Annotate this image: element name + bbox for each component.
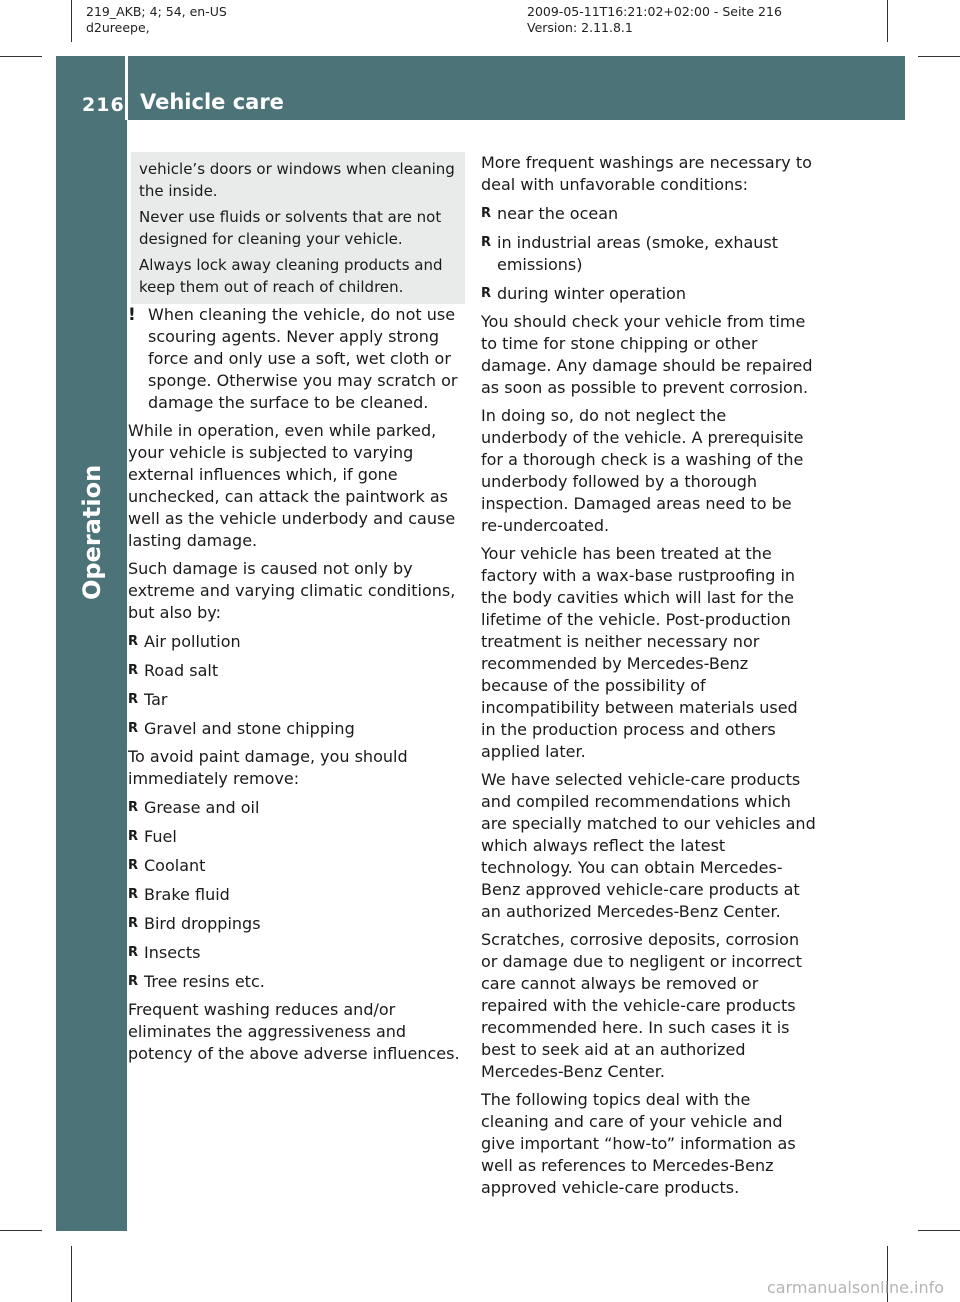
list-item bbox=[481, 283, 816, 305]
warning-text: When cleaning the vehicle, do not use scouring agents. Never apply strong force and only use a soft, wet cloth or sponge. Otherwise you may scratch or damage the surface to be cleaned. bbox=[148, 305, 458, 412]
list-item-text: Fuel bbox=[144, 827, 177, 846]
crop-mark bbox=[918, 1230, 960, 1231]
print-meta-right bbox=[527, 4, 782, 36]
note-text: vehicle’s doors or windows when cleaning the inside. bbox=[139, 160, 455, 200]
note-box bbox=[131, 152, 465, 304]
paragraph: You should check your vehicle from time to time for stone chipping or other damage. Any damage should be repaired as soon as possible to prevent corrosion. bbox=[481, 312, 813, 397]
crop-mark bbox=[887, 0, 888, 42]
bullet-icon: R bbox=[128, 800, 139, 815]
note-text: Never use fluids or solvents that are not designed for cleaning your vehicle. bbox=[139, 208, 442, 248]
paragraph: In doing so, do not neglect the underbody of the vehicle. A prerequisite for a thorough check is a washing of the underbody followed by a thorough inspection. Damaged areas need to be re-undercoated. bbox=[481, 406, 804, 535]
paragraph: While in operation, even while parked, your vehicle is subjected to varying external influences which, if gone unchecked, can attack the paintwork as well as the vehicle underbody and cause lasting damage. bbox=[128, 421, 456, 550]
list-item-text: Insects bbox=[144, 943, 201, 962]
paragraph: More frequent washings are necessary to deal with unfavorable conditions: bbox=[481, 153, 812, 194]
right-column bbox=[481, 152, 816, 1199]
list-item-text: Gravel and stone chipping bbox=[144, 719, 355, 738]
bullet-icon: R bbox=[481, 235, 492, 250]
crop-mark bbox=[0, 1230, 42, 1231]
bullet-icon: R bbox=[128, 663, 139, 678]
bullet-icon: R bbox=[128, 858, 139, 873]
list-item bbox=[128, 913, 463, 935]
list-item bbox=[128, 884, 463, 906]
bullet-icon: R bbox=[128, 829, 139, 844]
bullet-icon: R bbox=[128, 634, 139, 649]
side-tab-label-wrap bbox=[72, 464, 112, 606]
side-tab-label: Operation bbox=[78, 464, 106, 600]
note-text: Always lock away cleaning products and keep them out of reach of children. bbox=[139, 256, 443, 296]
bullet-icon: R bbox=[128, 974, 139, 989]
list-item bbox=[128, 631, 463, 653]
warning-note bbox=[128, 304, 463, 414]
list-item bbox=[481, 203, 816, 225]
paragraph: Your vehicle has been treated at the factory with a wax-base rustproofing in the body cavities which will last for the lifetime of the vehicle. Post-production treatment is neither necessary nor recommended by Mercedes-Benz because of the possibility of incompatibility between materials used in the production process and others applied later. bbox=[481, 544, 798, 761]
list-item bbox=[128, 855, 463, 877]
paragraph: We have selected vehicle-care products and compiled recommendations which are specially matched to our vehicles and which always reflect the latest technology. You can obtain Mercedes-Benz approved vehicle-care products at an authorized Mercedes-Benz Center. bbox=[481, 770, 816, 921]
meta-right-line1: 2009-05-11T16:21:02+02:00 - Seite 216 bbox=[527, 4, 782, 19]
crop-mark bbox=[71, 1246, 72, 1302]
print-meta-left bbox=[86, 4, 227, 36]
list-item bbox=[128, 942, 463, 964]
paragraph: Frequent washing reduces and/or eliminates the aggressiveness and potency of the above adverse influences. bbox=[128, 1000, 460, 1063]
crop-mark bbox=[0, 56, 42, 57]
header-divider bbox=[125, 56, 128, 120]
list-item-text: Bird droppings bbox=[144, 914, 261, 933]
bullet-icon: R bbox=[128, 916, 139, 931]
list-item bbox=[128, 797, 463, 819]
page-number: 216 bbox=[82, 94, 125, 116]
section-title: Vehicle care bbox=[140, 90, 284, 114]
list-item-text: during winter operation bbox=[497, 284, 686, 303]
bullet-icon: R bbox=[128, 945, 139, 960]
bullet-icon: R bbox=[128, 887, 139, 902]
list-item bbox=[481, 232, 816, 276]
meta-left-line2: d2ureepe, bbox=[86, 20, 150, 35]
list-item bbox=[128, 826, 463, 848]
list-item bbox=[128, 689, 463, 711]
meta-right-line2: Version: 2.11.8.1 bbox=[527, 20, 633, 35]
paragraph: To avoid paint damage, you should immediately remove: bbox=[128, 747, 408, 788]
list-item bbox=[128, 660, 463, 682]
paragraph: The following topics deal with the cleaning and care of your vehicle and give important “how-to” information as well as references to Mercedes-Benz approved vehicle-care products. bbox=[481, 1090, 796, 1197]
paragraph: Scratches, corrosive deposits, corrosion or damage due to negligent or incorrect care cannot always be removed or repaired with the vehicle-care products recommended here. In such cases it is best to seek aid at an authorized Mercedes-Benz Center. bbox=[481, 930, 802, 1081]
side-tab bbox=[56, 120, 127, 1231]
paragraph: Such damage is caused not only by extreme and varying climatic conditions, but also by: bbox=[128, 559, 456, 622]
warning-icon: ! bbox=[128, 305, 136, 325]
bullet-icon: R bbox=[128, 692, 139, 707]
bullet-icon: R bbox=[481, 286, 492, 301]
left-column bbox=[128, 152, 463, 1065]
watermark: carmanualsonline.info bbox=[767, 1278, 945, 1297]
list-item-text: Tree resins etc. bbox=[144, 972, 265, 991]
list-item-text: Brake fluid bbox=[144, 885, 230, 904]
list-item-text: near the ocean bbox=[497, 204, 619, 223]
meta-left-line1: 219_AKB; 4; 54, en-US bbox=[86, 4, 227, 19]
list-item-text: Grease and oil bbox=[144, 798, 260, 817]
list-item-text: Coolant bbox=[144, 856, 206, 875]
list-item bbox=[128, 971, 463, 993]
crop-mark bbox=[71, 0, 72, 42]
crop-mark bbox=[918, 56, 960, 57]
list-item-text: Tar bbox=[144, 690, 168, 709]
list-item bbox=[128, 718, 463, 740]
list-item-text: Air pollution bbox=[144, 632, 241, 651]
list-item-text: Road salt bbox=[144, 661, 219, 680]
bullet-icon: R bbox=[481, 206, 492, 221]
bullet-icon: R bbox=[128, 721, 139, 736]
list-item-text: in industrial areas (smoke, exhaust emissions) bbox=[497, 233, 779, 274]
